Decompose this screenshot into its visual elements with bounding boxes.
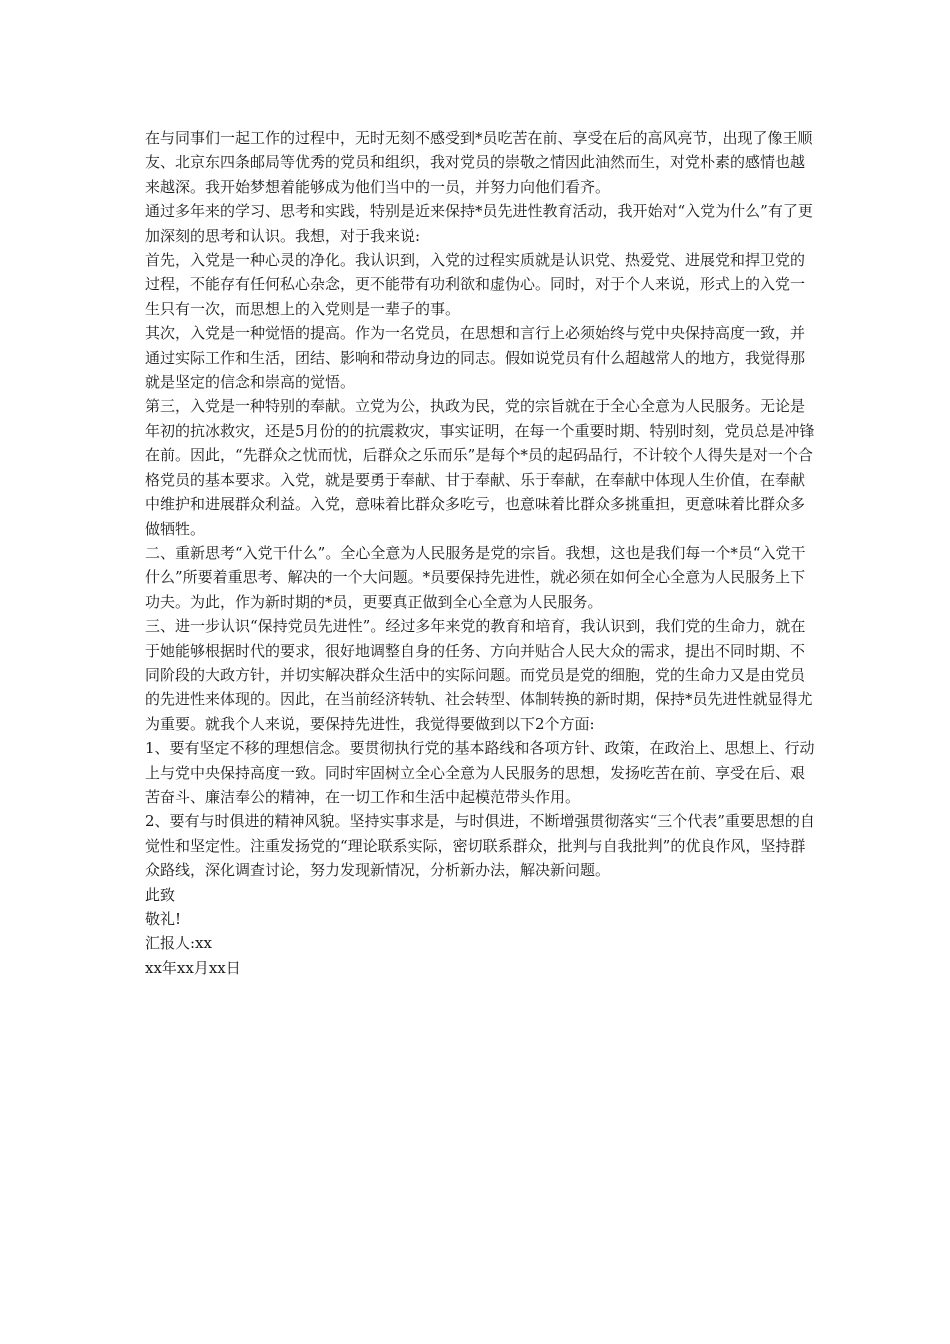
paragraph-point-one: 1、要有坚定不移的理想信念。要贯彻执行党的基本路线和各项方针、政策，在政治上、思想上、行动上与党中央保持高度一致。同时牢固树立全心全意为人民服务的思想，发扬吃苦在前、享受在后、艰苦奋斗、廉洁奉公的精神，在一切工作和生活中起模范带头作用。	[145, 739, 815, 806]
report-body	[145, 126, 815, 980]
closing-regards: 敬礼!	[145, 910, 182, 928]
paragraph-why-join: 通过多年来的学习、思考和实践，特别是近来保持*员先进性教育活动，我开始对“入党为什么”有了更加深刻的思考和认识。我想，对于我来说:	[145, 202, 813, 245]
closing-salutation: 此致	[145, 885, 176, 904]
paragraph-point-two: 2、要有与时俱进的精神风貌。坚持实事求是，与时俱进，不断增强贯彻落实“三个代表”重要思想的自觉性和坚定性。注重发扬党的“理论联系实际，密切联系群众，批判与自我批判”的优良作风，坚持群众路线，深化调查讨论，努力发现新情况，分析新办法，解决新问题。	[145, 812, 815, 880]
paragraph-section-three: 三、进一步认识“保持党员先进性”。经过多年来党的教育和培育，我认识到，我们党的生命力，就在于她能够根据时代的要求，很好地调整自身的任务、方向并贴合人民大众的需求，提出不同时期、不同阶段的大政方针，并切实解决群众生活中的实际问题。而党员是党的细胞，党的生命力又是由党员的先进性来体现的。因此，在当前经济转轨、社会转型、体制转换的新时期，保持*员先进性就显得尤为重要。就我个人来说，要保持先进性，我觉得要做到以下2个方面:	[145, 617, 813, 733]
paragraph-colleagues: 在与同事们一起工作的过程中，无时无刻不感受到*员吃苦在前、享受在后的高风亮节，出现了像王顺友、北京东四条邮局等优秀的党员和组织，我对党员的崇敬之情因此油然而生，对党朴素的感情也越来越深。我开始梦想着能够成为他们当中的一员，并努力向他们看齐。	[145, 129, 813, 196]
paragraph-first: 首先，入党是一种心灵的净化。我认识到，入党的过程实质就是认识党、热爱党、进展党和捍卫党的过程，不能存有任何私心杂念，更不能带有功利欲和虚伪心。同时，对于个人来说，形式上的入党一生只有一次，而思想上的入党则是一辈子的事。	[145, 251, 806, 318]
report-date: xx年xx月xx日	[145, 958, 241, 977]
reporter-signature: 汇报人:xx	[145, 934, 212, 953]
paragraph-second: 其次，入党是一种觉悟的提高。作为一名党员，在思想和言行上必须始终与党中央保持高度一致，并通过实际工作和生活，团结、影响和带动身边的同志。假如说党员有什么超越常人的地方，我觉得那就是坚定的信念和崇高的觉悟。	[145, 324, 806, 392]
paragraph-third: 第三，入党是一种特别的奉献。立党为公，执政为民，党的宗旨就在于全心全意为人民服务。无论是年初的抗冰救灾，还是5月份的的抗震救灾，事实证明，在每一个重要时期、特别时刻，党员总是冲锋在前。因此，“先群众之忧而忧，后群众之乐而乐”是每个*员的起码品行，不计较个人得失是对一个合格党员的基本要求。入党，就是要勇于奉献、甘于奉献、乐于奉献，在奉献中体现人生价值，在奉献中维护和进展群众利益。入党，意味着比群众多吃亏，也意味着比群众多挑重担，更意味着比群众多做牺牲。	[145, 397, 815, 538]
paragraph-section-two: 二、重新思考“入党干什么”。全心全意为人民服务是党的宗旨。我想，这也是我们每一个*员“入党干什么”所要着重思考、解决的一个大问题。*员要保持先进性，就必须在如何全心全意为人民服务上下功夫。为此，作为新时期的*员，更要真正做到全心全意为人民服务。	[145, 543, 806, 611]
